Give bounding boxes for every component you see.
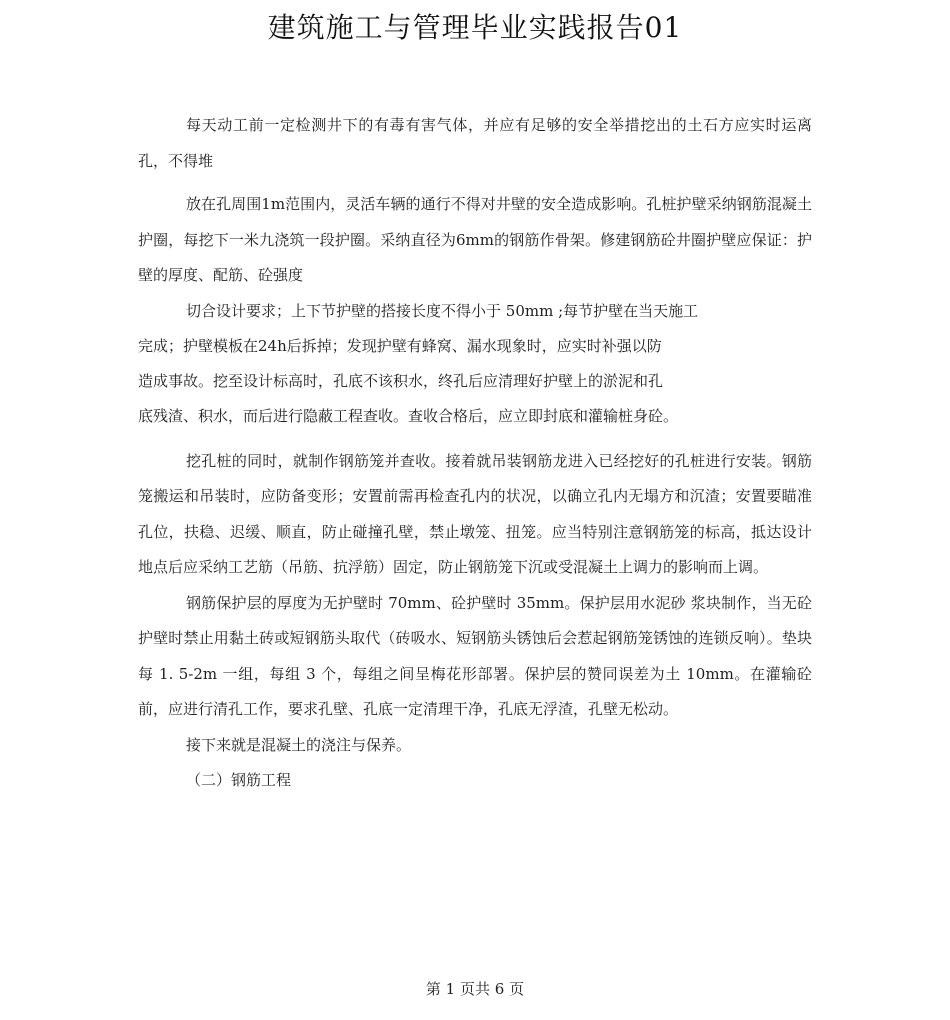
text-line: 完成；护壁模板在24h后拆掉；发现护壁有蜂窝、漏水现象时，应实时补强以防 xyxy=(138,336,662,355)
document-body xyxy=(138,108,812,799)
text-line: 切合设计要求；上下节护壁的搭接长度不得小于 50mm ;每节护壁在当天施工 xyxy=(186,301,699,320)
text-line: 造成事故。挖至设计标高时，孔底不该积水，终孔后应清理好护壁上的淤泥和孔 xyxy=(138,371,664,390)
section-heading: （二）钢筋工程 xyxy=(186,771,292,789)
paragraph-5: 接下来就是混凝土的浇注与保养。 xyxy=(186,735,412,754)
paragraph-2: 放在孔周围1m范围内，灵活车辆的通行不得对井壁的安全造成影响。孔桩护壁采纳钢筋混凝土护圈，每挖下一米九浇筑一段护圈。采纳直径为6mm的钢筋作骨架。修建钢筋砼井圈护壁应保证：护壁的厚度、配筋、砼强度 xyxy=(138,195,812,284)
text-line: 底残渣、积水，而后进行隐蔽工程查收。查收合格后，应立即封底和灌输桩身砼。 xyxy=(138,406,679,425)
line-block xyxy=(138,294,812,434)
paragraph-4: 钢筋保护层的厚度为无护壁时 70mm、砼护壁时 35mm。保护层用水泥砂 浆块制作，当无砼护壁时禁止用黏土砖或短钢筋头取代（砖吸水、短钢筋头锈蚀后会惹起钢筋笼锈蚀的连锁反响）。垫块每 1. 5-2m 一组，每组 3 个，每组之间呈梅花形部署。保护层的赞同误差为土 10mm。在灌输砼前，应进行清孔工作，要求孔壁、孔底一定清理干净，孔底无浮渣，孔壁无松动。 xyxy=(138,593,812,718)
paragraph-1: 每天动工前一定检测井下的有毒有害气体，并应有足够的安全举措挖出的土石方应实时运离孔，不得堆 xyxy=(138,116,812,170)
paragraph-3: 挖孔桩的同时，就制作钢筋笼并查收。接着就吊装钢筋龙进入已经挖好的孔桩进行安装。钢筋笼搬运和吊装时，应防备变形；安置前需再检查孔内的状况，以确立孔内无塌方和沉渣；安置要瞄准孔位，扶稳、迟缓、顺直，防止碰撞孔壁，禁止墩笼、扭笼。应当特别注意钢筋笼的标高，抵达设计地点后应采纳工艺筋（吊筋、抗浮筋）固定，防止钢筋笼下沉或受混凝土上调力的影响而上调。 xyxy=(138,451,812,576)
document-title: 建筑施工与管理毕业实践报告01 xyxy=(267,11,683,44)
page-footer: 第 1 页共 6 页 xyxy=(425,980,525,998)
